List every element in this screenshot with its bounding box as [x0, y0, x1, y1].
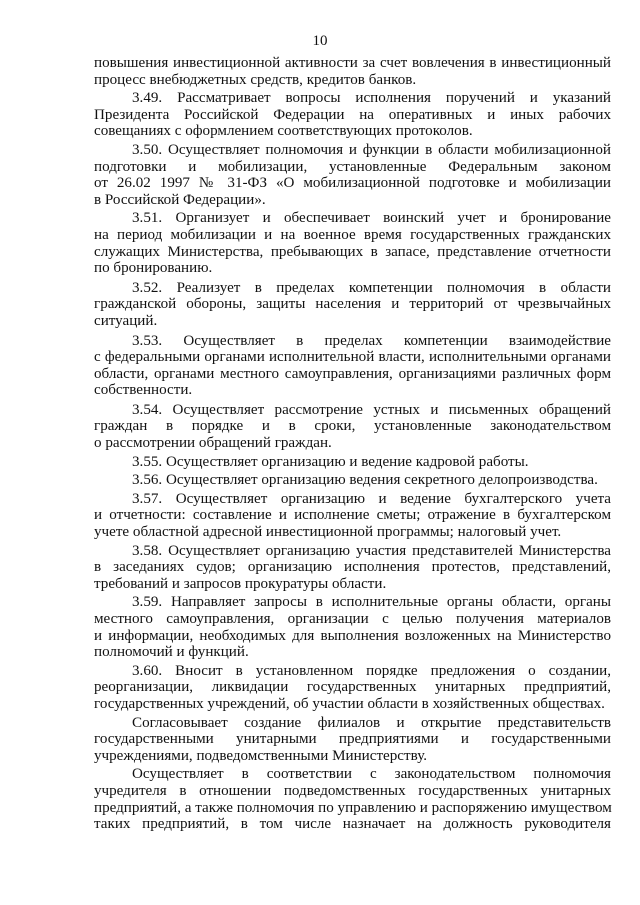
text-line: учете областной адресной инвестиционной программы; налоговый учет.: [94, 524, 562, 541]
text-line: 3.55. Осуществляет организацию и ведение кадровой работы.: [132, 453, 529, 470]
text-line: процесс внебюджетных средств, кредитов банков.: [94, 71, 417, 88]
text-line: 3.58. Осуществляет организацию участия представителей Министерства: [132, 542, 611, 559]
text-line: на период мобилизации и на военное время государственных гражданских: [94, 226, 611, 243]
text-line: 3.60. Вносит в установленном порядке предложения о создании,: [132, 662, 611, 679]
text-line: учредителя в отношении подведомственных государственных унитарных: [94, 782, 611, 799]
document-body: [94, 55, 611, 833]
text-line: 3.56. Осуществляет организацию ведения секретного делопроизводства.: [132, 472, 598, 489]
text-line: Президента Российской Федерации на оперативных и иных рабочих: [94, 106, 611, 123]
text-line: 3.59. Направляет запросы в исполнительные органы области, органы: [132, 594, 611, 611]
text-line: гражданской обороны, защиты населения и территорий от чрезвычайных: [94, 296, 611, 313]
text-line: в Российской Федерации».: [94, 191, 266, 208]
text-line: полномочий и функций.: [94, 644, 249, 661]
text-line: повышения инвестиционной активности за счет вовлечения в инвестиционный: [94, 55, 611, 71]
text-line: граждан в порядке и в сроки, установленные законодательством: [94, 418, 611, 435]
text-line: 3.54. Осуществляет рассмотрение устных и письменных обращений: [132, 401, 611, 418]
text-line: о рассмотрении обращений граждан.: [94, 435, 332, 452]
text-line: области, органами местного самоуправления, организациями различных форм: [94, 365, 611, 382]
text-line: 3.50. Осуществляет полномочия и функции в области мобилизационной: [132, 141, 611, 158]
text-line: от 26.02 1997 № 31-ФЗ «О мобилизационной подготовке и мобилизации: [94, 175, 611, 192]
text-line: требований и запросов прокуратуры области.: [94, 575, 387, 592]
text-line: Осуществляет в соответствии с законодательством полномочия: [132, 766, 611, 783]
text-line: 3.53. Осуществляет в пределах компетенции взаимодействие: [132, 332, 611, 349]
page-number: 10: [312, 33, 328, 49]
text-line: по бронированию.: [94, 260, 213, 277]
text-line: реорганизации, ликвидации государственных унитарных предприятий,: [94, 679, 611, 696]
text-line: таких предприятий, в том числе назначает на должность руководителя: [94, 816, 611, 833]
text-line: ситуаций.: [94, 312, 158, 329]
text-line: подготовки и мобилизации, установленные Федеральным законом: [94, 158, 611, 175]
text-line: предприятий, а также полномочия по управлению и распоряжению имуществом: [94, 799, 612, 816]
text-line: в заседаниях судов; организацию исполнения протестов, представлений,: [94, 559, 611, 576]
text-line: с федеральными органами исполнительной власти, исполнительными органами: [94, 349, 611, 366]
text-line: государственных учреждений, об участии области в хозяйственных обществах.: [94, 695, 605, 712]
text-line: и информации, необходимых для выполнения возложенных на Министерство: [94, 627, 611, 644]
text-line: 3.51. Организует и обеспечивает воинский учет и бронирование: [132, 210, 611, 227]
text-line: Согласовывает создание филиалов и открытие представительств: [132, 714, 611, 731]
text-line: 3.49. Рассматривает вопросы исполнения поручений и указаний: [132, 90, 611, 107]
text-line: учреждениями, подведомственными Министерству.: [94, 747, 428, 764]
text-line: собственности.: [94, 382, 193, 399]
text-line: 3.52. Реализует в пределах компетенции полномочия в области: [132, 279, 611, 296]
text-line: совещаниях с оформлением соответствующих протоколов.: [94, 123, 473, 140]
text-line: служащих Министерства, пребывающих в запасе, представление отчетности: [94, 243, 611, 260]
text-line: государственными унитарными предприятиями и государственными: [94, 731, 611, 748]
text-line: и отчетности: составление и исполнение сметы; отражение в бухгалтерском: [94, 507, 611, 524]
text-line: местного самоуправления, организации с целью получения материалов: [94, 611, 611, 627]
text-line: 3.57. Осуществляет организацию и ведение бухгалтерского учета: [132, 490, 611, 507]
